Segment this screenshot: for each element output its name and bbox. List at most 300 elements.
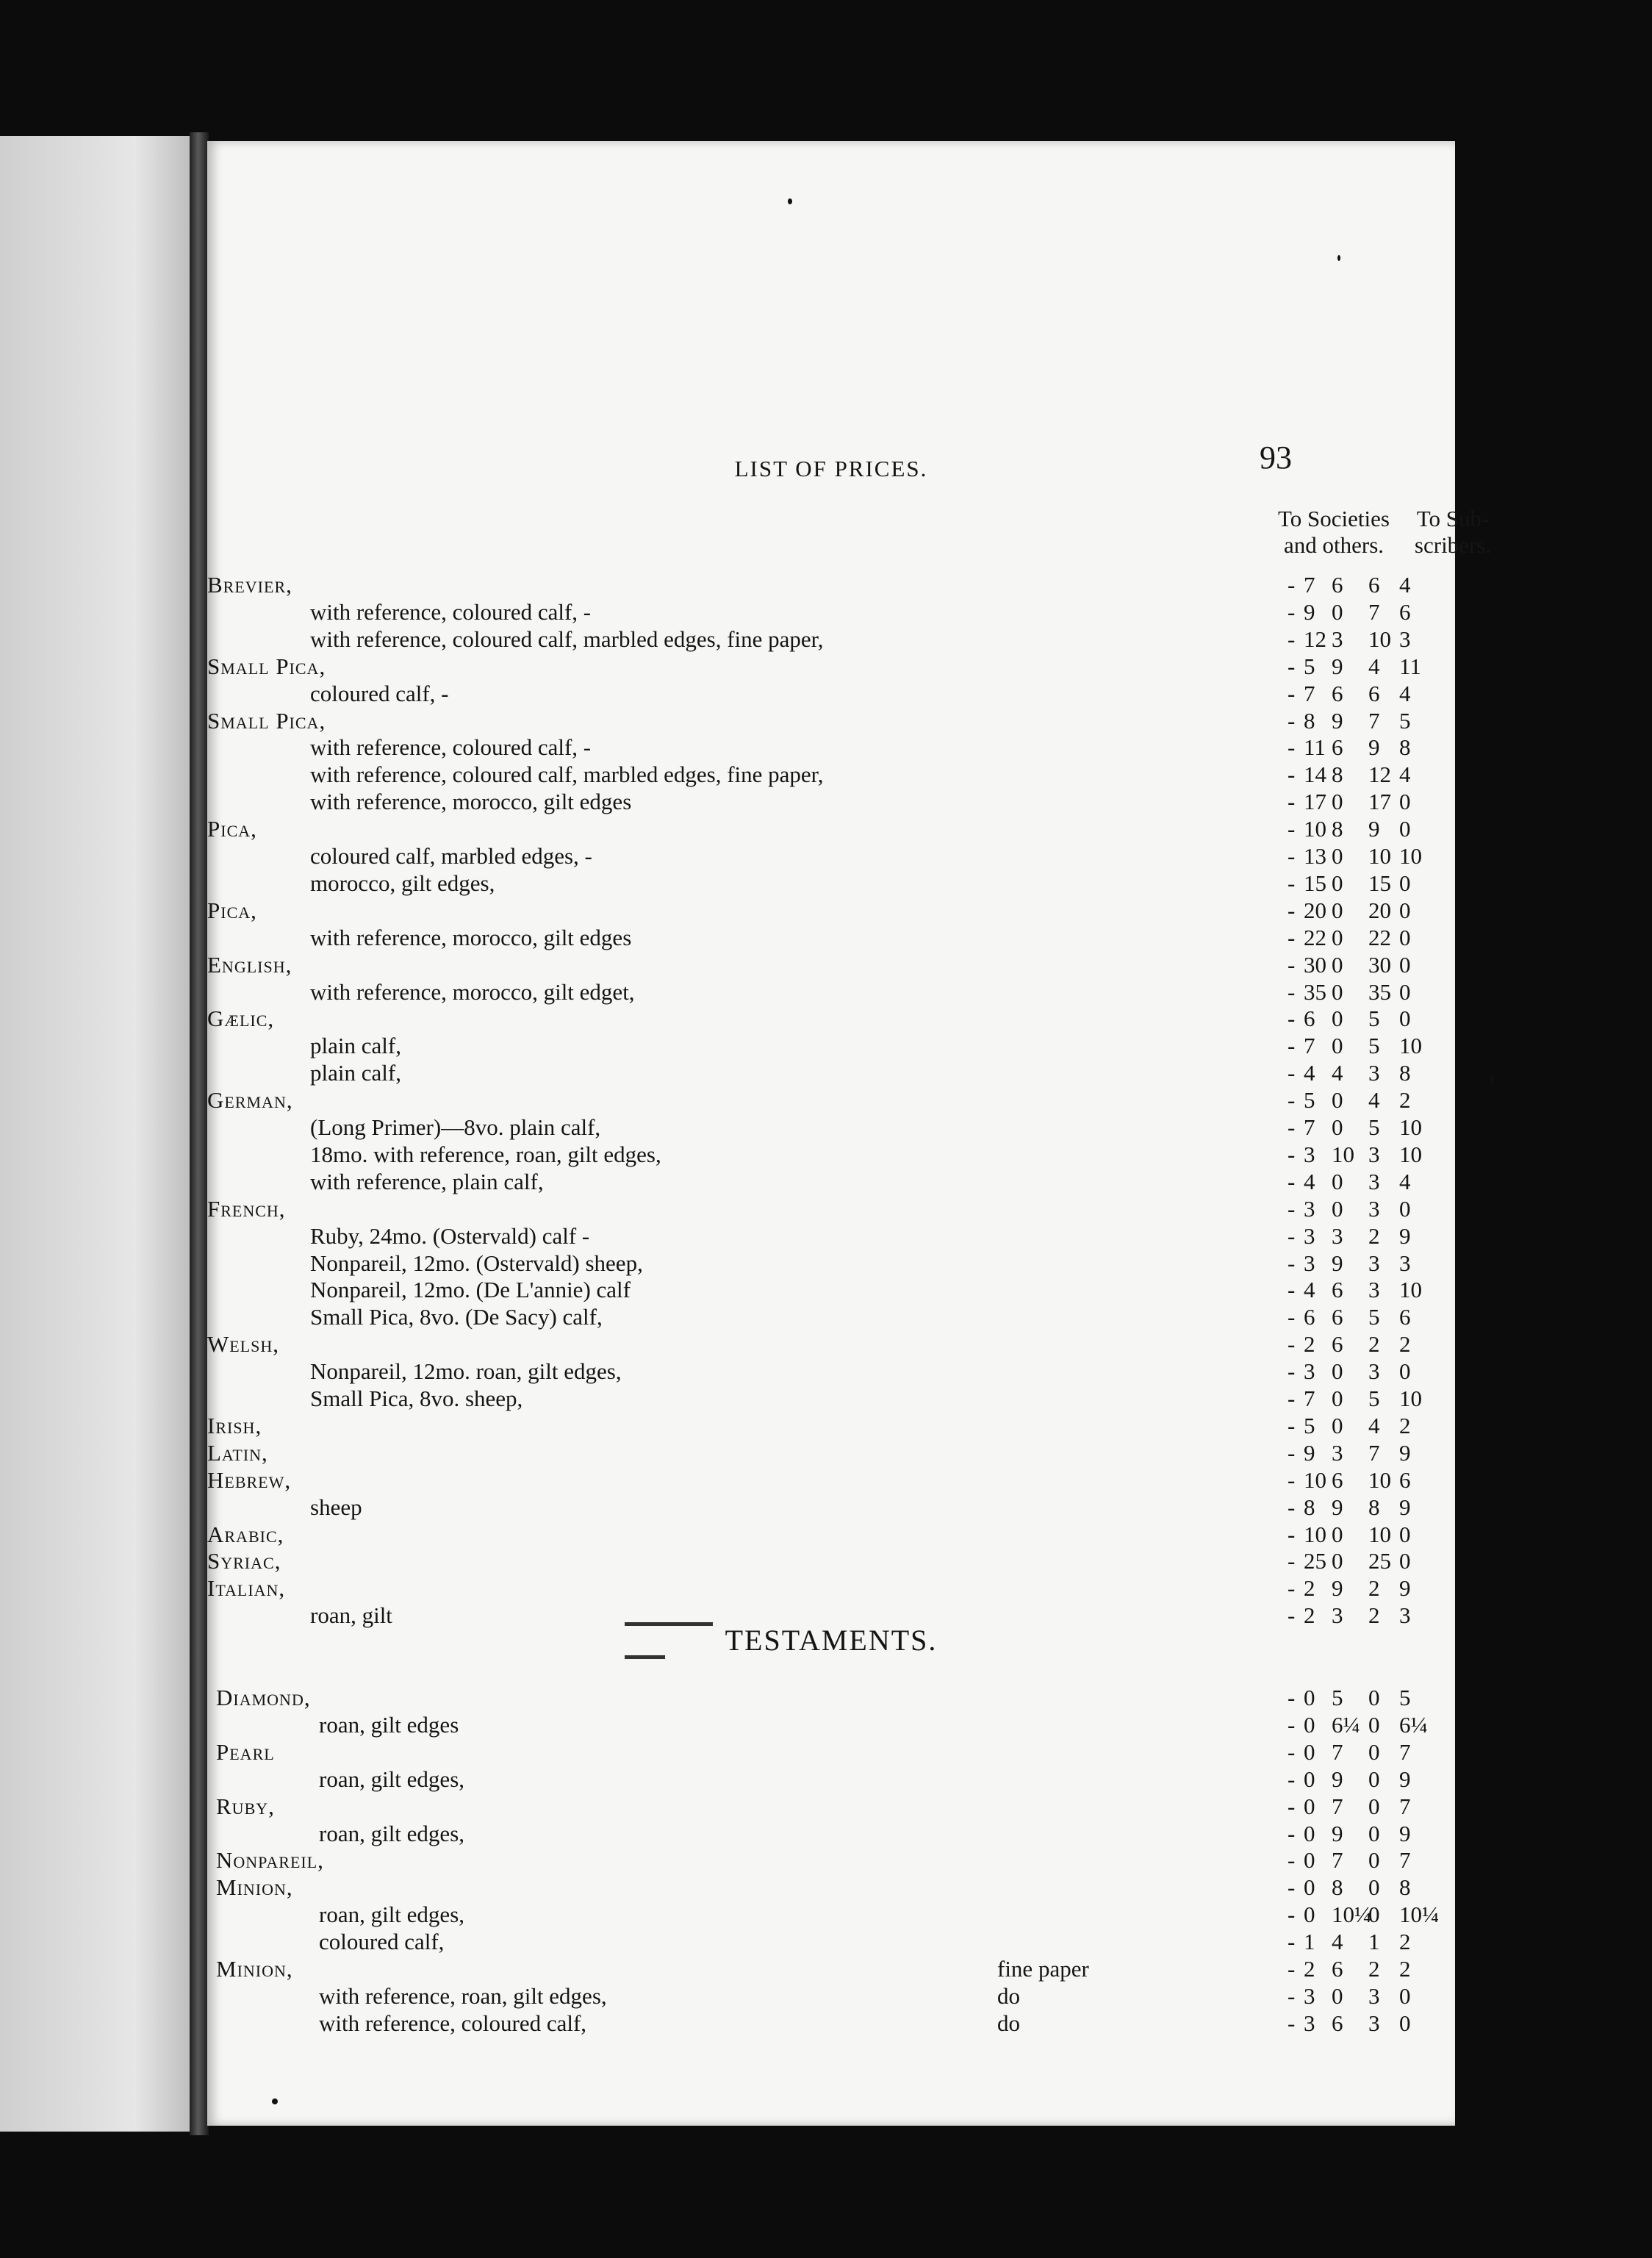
subscribers-shillings: 6 (1368, 680, 1380, 706)
leader-dash: - (1288, 1466, 1296, 1493)
societies-shillings: 2 (1304, 1602, 1315, 1629)
leader-dash: - (1288, 1222, 1296, 1249)
item-note: do (997, 1982, 1020, 2009)
price-row (207, 1548, 1530, 1574)
leader-dash: - (1288, 734, 1296, 761)
subscribers-shillings: 35 (1368, 978, 1391, 1005)
subscribers-shillings: 7 (1368, 707, 1380, 734)
subscribers-shillings: 4 (1368, 1412, 1380, 1438)
item-description: with reference, coloured calf, - (310, 734, 592, 761)
subscribers-pence: 0 (1399, 1358, 1411, 1385)
subscribers-shillings: 5 (1368, 1114, 1380, 1140)
item-description: plain calf, (310, 1060, 401, 1086)
book-gutter (190, 132, 209, 2135)
price-row (207, 626, 1530, 653)
societies-pence: 0 (1332, 1548, 1343, 1574)
leader-dash: - (1288, 1820, 1296, 1846)
societies-pence: 0 (1332, 951, 1343, 978)
item-description: with reference, morocco, gilt edges (310, 789, 632, 815)
societies-pence: 5 (1332, 1685, 1343, 1710)
item-note: fine paper (997, 1956, 1089, 1982)
item-description: with reference, coloured calf, marbled edges, fine paper, (310, 626, 824, 652)
ink-speck (272, 2098, 278, 2104)
societies-pence: 0 (1332, 598, 1343, 625)
subscribers-shillings: 10 (1368, 1521, 1391, 1547)
subscribers-pence: 0 (1399, 816, 1411, 842)
subscribers-pence: 6 (1399, 598, 1411, 625)
societies-shillings: 0 (1304, 1874, 1315, 1901)
subscribers-pence: 10 (1399, 1114, 1422, 1140)
subscribers-shillings: 6 (1368, 572, 1380, 598)
item-heading: Italian, (207, 1575, 286, 1602)
societies-pence: 0 (1332, 870, 1343, 896)
item-heading: French, (207, 1195, 286, 1222)
subscribers-pence: 3 (1399, 1250, 1411, 1276)
leader-dash: - (1288, 1902, 1296, 1928)
subscribers-pence: 4 (1399, 680, 1411, 706)
subscribers-pence: 9 (1399, 1766, 1411, 1792)
leader-dash: - (1288, 1956, 1296, 1982)
item-description: (Long Primer)—8vo. plain calf, (310, 1114, 601, 1140)
item-description: coloured calf, - (310, 680, 449, 706)
leader-dash: - (1288, 1575, 1296, 1602)
subscribers-pence: 7 (1399, 1847, 1411, 1874)
subscribers-pence: 8 (1399, 1060, 1411, 1086)
item-heading: Pearl (216, 1738, 275, 1765)
societies-shillings: 9 (1304, 1439, 1315, 1466)
subscribers-shillings: 7 (1368, 598, 1380, 625)
societies-shillings: 1 (1304, 1929, 1315, 1955)
societies-shillings: 30 (1304, 951, 1326, 978)
societies-pence: 0 (1332, 897, 1343, 923)
leader-dash: - (1288, 1277, 1296, 1303)
subscribers-pence: 9 (1399, 1575, 1411, 1602)
subscribers-pence: 0 (1399, 1521, 1411, 1547)
societies-pence: 6 (1332, 1304, 1343, 1330)
leader-dash: - (1288, 1766, 1296, 1792)
societies-pence: 7 (1332, 1793, 1343, 1819)
item-description: Nonpareil, 12mo. (Ostervald) sheep, (310, 1250, 643, 1276)
societies-pence: 3 (1332, 1602, 1343, 1629)
societies-shillings: 5 (1304, 653, 1315, 679)
subscribers-pence: 4 (1399, 1168, 1411, 1194)
societies-pence: 9 (1332, 1250, 1343, 1276)
leader-dash: - (1288, 1874, 1296, 1901)
leader-dash: - (1288, 1929, 1296, 1955)
leader-dash: - (1288, 816, 1296, 842)
societies-pence: 0 (1332, 1521, 1343, 1547)
societies-pence: 9 (1332, 653, 1343, 679)
societies-shillings: 10 (1304, 1466, 1326, 1493)
ink-speck (788, 198, 792, 204)
societies-shillings: 7 (1304, 1386, 1315, 1411)
item-heading: Pica, (207, 897, 257, 923)
societies-shillings: 7 (1304, 1033, 1315, 1059)
societies-pence: 3 (1332, 1439, 1343, 1466)
item-description: Ruby, 24mo. (Ostervald) calf - (310, 1222, 590, 1249)
book-page (207, 141, 1492, 2126)
item-heading: English, (207, 951, 292, 978)
price-row (207, 1793, 1530, 1820)
leader-dash: - (1288, 1521, 1296, 1547)
column-header-subscribers: To Sub- scribers. (1414, 506, 1492, 558)
leader-dash: - (1288, 1087, 1296, 1114)
societies-shillings: 17 (1304, 789, 1326, 815)
societies-shillings: 4 (1304, 1060, 1315, 1086)
subscribers-pence: 0 (1399, 1006, 1411, 1032)
subscribers-shillings: 5 (1368, 1386, 1380, 1411)
subscribers-pence: 8 (1399, 1874, 1411, 1901)
price-row (207, 1821, 1530, 1847)
leader-dash: - (1288, 626, 1296, 652)
societies-shillings: 3 (1304, 1358, 1315, 1385)
item-description: roan, gilt (310, 1602, 392, 1629)
subscribers-pence: 2 (1399, 1412, 1411, 1438)
leader-dash: - (1288, 978, 1296, 1005)
subscribers-pence: 4 (1399, 761, 1411, 788)
price-row (207, 1494, 1530, 1521)
leader-dash: - (1288, 1685, 1296, 1710)
societies-shillings: 7 (1304, 1114, 1315, 1140)
price-row (207, 1467, 1530, 1494)
societies-shillings: 0 (1304, 1847, 1315, 1874)
subscribers-pence: 2 (1399, 1331, 1411, 1358)
societies-pence: 0 (1332, 924, 1343, 950)
societies-shillings: 0 (1304, 1766, 1315, 1792)
price-row (207, 599, 1530, 626)
leader-dash: - (1288, 1195, 1296, 1222)
subscribers-shillings: 3 (1368, 1250, 1380, 1276)
societies-shillings: 0 (1304, 1685, 1315, 1710)
price-row (207, 870, 1530, 897)
subscribers-shillings: 3 (1368, 2010, 1380, 2036)
subscribers-shillings: 20 (1368, 897, 1391, 923)
subscribers-pence: 10 (1399, 1386, 1422, 1411)
societies-pence: 8 (1332, 761, 1343, 788)
subscribers-pence: 0 (1399, 897, 1411, 923)
leader-dash: - (1288, 897, 1296, 923)
societies-shillings: 3 (1304, 1195, 1315, 1222)
societies-pence: 0 (1332, 1982, 1343, 2009)
societies-pence: 8 (1332, 1874, 1343, 1901)
leader-dash: - (1288, 1793, 1296, 1819)
societies-pence: 7 (1332, 1847, 1343, 1874)
leader-dash: - (1288, 1548, 1296, 1574)
societies-shillings: 7 (1304, 572, 1315, 598)
subscribers-shillings: 9 (1368, 734, 1380, 761)
price-row (207, 681, 1530, 707)
price-row (207, 843, 1530, 870)
subscribers-shillings: 7 (1368, 1439, 1380, 1466)
price-row (207, 708, 1530, 734)
item-description: roan, gilt edges, (319, 1766, 465, 1792)
leader-dash: - (1288, 2010, 1296, 2036)
subscribers-pence: 9 (1399, 1494, 1411, 1520)
subscribers-pence: 2 (1399, 1956, 1411, 1982)
leader-dash: - (1288, 1168, 1296, 1194)
societies-pence: 0 (1332, 1386, 1343, 1411)
price-row (207, 1685, 1530, 1711)
subscribers-pence: 9 (1399, 1222, 1411, 1249)
societies-pence: 6 (1332, 1466, 1343, 1493)
subscribers-shillings: 10 (1368, 843, 1391, 869)
price-row (207, 1575, 1530, 1602)
leader-dash: - (1288, 653, 1296, 679)
price-row (207, 1874, 1530, 1901)
subscribers-pence: 7 (1399, 1793, 1411, 1819)
leader-dash: - (1288, 1711, 1296, 1738)
leader-dash: - (1288, 707, 1296, 734)
leader-dash: - (1288, 1847, 1296, 1874)
item-description: with reference, morocco, gilt edget, (310, 978, 635, 1005)
societies-pence: 6 (1332, 2010, 1343, 2036)
price-row (207, 734, 1530, 761)
subscribers-shillings: 9 (1368, 816, 1380, 842)
subscribers-shillings: 3 (1368, 1168, 1380, 1194)
societies-pence: 7 (1332, 1738, 1343, 1765)
subscribers-pence: 2 (1399, 1929, 1411, 1955)
subscribers-pence: 10 (1399, 843, 1422, 869)
subscribers-pence: 3 (1399, 626, 1411, 652)
subscribers-pence: 0 (1399, 789, 1411, 815)
subscribers-shillings: 0 (1368, 1738, 1380, 1765)
leader-dash: - (1288, 598, 1296, 625)
societies-shillings: 0 (1304, 1738, 1315, 1765)
item-description: Small Pica, 8vo. sheep, (310, 1386, 523, 1411)
societies-pence: 0 (1332, 1195, 1343, 1222)
item-description: roan, gilt edges, (319, 1820, 465, 1846)
leader-dash: - (1288, 951, 1296, 978)
leader-dash: - (1288, 1738, 1296, 1765)
item-description: roan, gilt edges (319, 1711, 459, 1738)
societies-pence: 9 (1332, 1766, 1343, 1792)
societies-shillings: 3 (1304, 2010, 1315, 2036)
societies-shillings: 20 (1304, 897, 1326, 923)
subscribers-pence: 10 (1399, 1033, 1422, 1059)
societies-shillings: 3 (1304, 1982, 1315, 2009)
subscribers-shillings: 25 (1368, 1548, 1391, 1574)
price-row (207, 789, 1530, 815)
item-description: Nonpareil, 12mo. (De L'annie) calf (310, 1277, 631, 1303)
societies-pence: 6 (1332, 1277, 1343, 1303)
item-description: sheep (310, 1494, 362, 1520)
subscribers-shillings: 3 (1368, 1141, 1380, 1167)
societies-pence: 6 (1332, 1331, 1343, 1358)
subscribers-shillings: 5 (1368, 1006, 1380, 1032)
running-title: LIST OF PRICES. (734, 456, 928, 481)
subscribers-shillings: 3 (1368, 1277, 1380, 1303)
item-heading: Small Pica, (207, 653, 326, 679)
leader-dash: - (1288, 1006, 1296, 1032)
subscribers-shillings: 12 (1368, 761, 1391, 788)
price-row (207, 1033, 1530, 1059)
item-heading: Irish, (207, 1412, 262, 1438)
item-heading: Small Pica, (207, 707, 326, 734)
leader-dash: - (1288, 680, 1296, 706)
facing-page-edge (0, 136, 193, 2132)
societies-shillings: 15 (1304, 870, 1326, 896)
subscribers-shillings: 3 (1368, 1982, 1380, 2009)
item-description: morocco, gilt edges, (310, 870, 495, 896)
price-row (207, 1766, 1530, 1793)
societies-pence: 6¼ (1332, 1711, 1360, 1738)
leader-dash: - (1288, 843, 1296, 869)
societies-shillings: 5 (1304, 1412, 1315, 1438)
subscribers-pence: 5 (1399, 707, 1411, 734)
price-row (207, 952, 1530, 978)
societies-pence: 0 (1332, 1114, 1343, 1140)
item-description: coloured calf, (319, 1929, 445, 1955)
item-heading: Welsh, (207, 1331, 280, 1358)
price-row (207, 1413, 1530, 1439)
societies-pence: 0 (1332, 789, 1343, 815)
societies-shillings: 0 (1304, 1820, 1315, 1846)
leader-dash: - (1288, 1982, 1296, 2009)
price-row (207, 572, 1530, 598)
subscribers-shillings: 0 (1368, 1902, 1380, 1928)
subscribers-pence: 5 (1399, 1685, 1411, 1710)
subscribers-shillings: 17 (1368, 789, 1391, 815)
item-heading: Gælic, (207, 1006, 275, 1032)
price-row (207, 761, 1530, 788)
leader-dash: - (1288, 1386, 1296, 1411)
societies-shillings: 3 (1304, 1222, 1315, 1249)
societies-shillings: 0 (1304, 1711, 1315, 1738)
societies-shillings: 8 (1304, 1494, 1315, 1520)
price-row (207, 1141, 1530, 1168)
item-description: with reference, coloured calf, - (310, 598, 592, 625)
societies-pence: 0 (1332, 1033, 1343, 1059)
item-description: with reference, coloured calf, marbled edges, fine paper, (310, 761, 824, 788)
price-row (207, 897, 1530, 924)
item-description: coloured calf, marbled edges, - (310, 843, 592, 869)
leader-dash: - (1288, 1358, 1296, 1385)
subscribers-shillings: 5 (1368, 1033, 1380, 1059)
leader-dash: - (1288, 1250, 1296, 1276)
societies-pence: 3 (1332, 1222, 1343, 1249)
societies-shillings: 12 (1304, 626, 1326, 652)
societies-shillings: 35 (1304, 978, 1326, 1005)
price-row (207, 653, 1530, 680)
societies-shillings: 8 (1304, 707, 1315, 734)
societies-pence: 6 (1332, 1956, 1343, 1982)
item-note: do (997, 2010, 1020, 2036)
subscribers-pence: 0 (1399, 1548, 1411, 1574)
item-description: Nonpareil, 12mo. roan, gilt edges, (310, 1358, 622, 1385)
price-row (207, 2010, 1530, 2037)
societies-pence: 0 (1332, 1006, 1343, 1032)
leader-dash: - (1288, 1602, 1296, 1629)
societies-shillings: 3 (1304, 1141, 1315, 1167)
item-description: roan, gilt edges, (319, 1902, 465, 1928)
subscribers-shillings: 4 (1368, 1087, 1380, 1114)
leader-dash: - (1288, 1331, 1296, 1358)
price-row (207, 1006, 1530, 1032)
societies-shillings: 22 (1304, 924, 1326, 950)
societies-pence: 3 (1332, 626, 1343, 652)
societies-pence: 6 (1332, 572, 1343, 598)
item-heading: Arabic, (207, 1521, 284, 1547)
item-heading: Hebrew, (207, 1466, 292, 1493)
leader-dash: - (1288, 1141, 1296, 1167)
societies-shillings: 5 (1304, 1087, 1315, 1114)
subscribers-pence: 9 (1399, 1439, 1411, 1466)
item-description: with reference, roan, gilt edges, (319, 1982, 607, 2009)
leader-dash: - (1288, 1439, 1296, 1466)
subscribers-pence: 0 (1399, 924, 1411, 950)
subscribers-shillings: 0 (1368, 1793, 1380, 1819)
item-description: 18mo. with reference, roan, gilt edges, (310, 1141, 661, 1167)
subscribers-shillings: 4 (1368, 653, 1380, 679)
subscribers-shillings: 0 (1368, 1847, 1380, 1874)
item-heading: Minion, (216, 1874, 293, 1901)
price-row (207, 1114, 1530, 1141)
subscribers-shillings: 0 (1368, 1820, 1380, 1846)
societies-pence: 0 (1332, 1412, 1343, 1438)
societies-shillings: 6 (1304, 1304, 1315, 1330)
subscribers-pence: 4 (1399, 572, 1411, 598)
subscribers-pence: 7 (1399, 1738, 1411, 1765)
societies-shillings: 9 (1304, 598, 1315, 625)
subscribers-shillings: 0 (1368, 1685, 1380, 1710)
subscribers-shillings: 3 (1368, 1060, 1380, 1086)
societies-shillings: 6 (1304, 1006, 1315, 1032)
societies-pence: 10 (1332, 1141, 1354, 1167)
item-description: Small Pica, 8vo. (De Sacy) calf, (310, 1304, 603, 1330)
leader-dash: - (1288, 924, 1296, 950)
subscribers-shillings: 2 (1368, 1331, 1380, 1358)
subscribers-shillings: 10 (1368, 626, 1391, 652)
column-header-societies: To Societies and others. (1278, 506, 1390, 558)
price-row (207, 1331, 1530, 1358)
subscribers-shillings: 0 (1368, 1874, 1380, 1901)
societies-pence: 6 (1332, 680, 1343, 706)
societies-shillings: 0 (1304, 1902, 1315, 1928)
item-heading: Ruby, (216, 1793, 275, 1819)
subscribers-pence: 2 (1399, 1087, 1411, 1114)
subscribers-shillings: 22 (1368, 924, 1391, 950)
subscribers-pence: 8 (1399, 734, 1411, 761)
subscribers-pence: 3 (1399, 1602, 1411, 1629)
price-row (207, 1060, 1530, 1086)
subscribers-shillings: 3 (1368, 1195, 1380, 1222)
subscribers-shillings: 5 (1368, 1304, 1380, 1330)
price-row (207, 1712, 1530, 1738)
ink-speck (1490, 1075, 1493, 1085)
item-heading: Syriac, (207, 1548, 281, 1574)
leader-dash: - (1288, 572, 1296, 598)
leader-dash: - (1288, 761, 1296, 788)
societies-pence: 9 (1332, 707, 1343, 734)
subscribers-pence: 0 (1399, 951, 1411, 978)
subscribers-pence: 10 (1399, 1277, 1422, 1303)
subscribers-shillings: 10 (1368, 1466, 1391, 1493)
societies-pence: 0 (1332, 1087, 1343, 1114)
price-row (207, 1196, 1530, 1222)
price-row (207, 1902, 1530, 1928)
societies-pence: 9 (1332, 1575, 1343, 1602)
item-heading: Minion, (216, 1956, 293, 1982)
price-row (207, 979, 1530, 1006)
subscribers-shillings: 3 (1368, 1358, 1380, 1385)
societies-pence: 4 (1332, 1929, 1343, 1955)
item-description: with reference, morocco, gilt edges (310, 924, 632, 950)
subscribers-shillings: 8 (1368, 1494, 1380, 1520)
leader-dash: - (1288, 1304, 1296, 1330)
testaments-heading: TESTAMENTS. (725, 1624, 938, 1657)
societies-shillings: 14 (1304, 761, 1326, 788)
subscribers-shillings: 1 (1368, 1929, 1380, 1955)
